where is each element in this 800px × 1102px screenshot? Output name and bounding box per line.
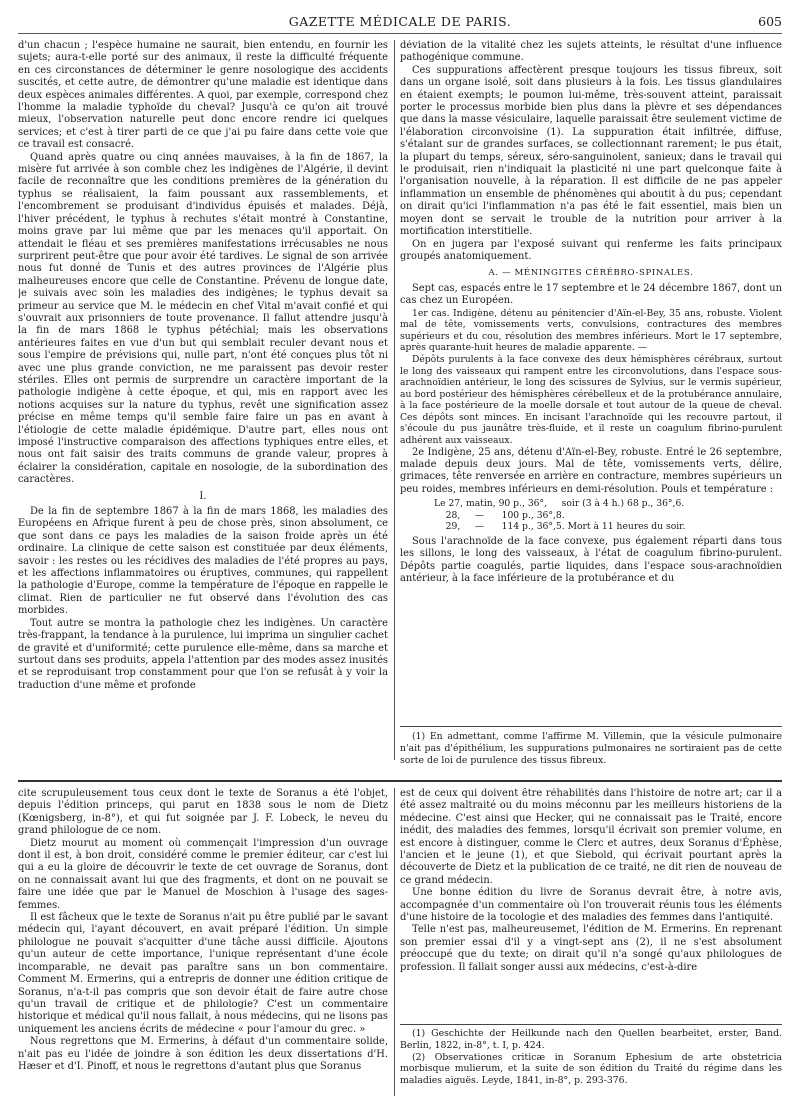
paragraph: Dietz mourut au moment où commençait l'impression d'un ouvrage dont il est, à bon droit, considéré comme le premier éditeur, car c'est lui qui a eu la gloire de découvrir le texte de cet ouvrage de Soranus, dont on ne connaissait avant lui que des fragments, et dont on ne pouvait se faire une idée que par le Manuel de Moschion à l'usage des sages-femmes. <box>18 837 388 911</box>
paragraph: cite scrupuleusement tous ceux dont le texte de Soranus a été l'objet, depuis l'édition princeps, qui parut en 1838 sous le nom de Dietz (Kœnigsberg, in-8°), et qui fut soignée par J. F. Lobeck, le neveu du grand philologue de ce nom. <box>18 788 388 837</box>
page-header <box>18 10 782 34</box>
footnote: (1) En admettant, comme l'affirme M. Villemin, que la vésicule pulmonaire n'ait pas d'épithélium, les suppurations pulmonaires ne sortiraient pas de cette sorte de loi de purulence des tissus fibreux. <box>400 731 782 766</box>
footnote: (2) Observationes criticæ in Soranum Ephesium de arte obstetricia morbisque mulierum, et la suite de son édition du Traité du régime dans les maladies aiguës. Leyde, 1841, in-8°, p. 293-376. <box>400 1051 782 1087</box>
column-divider <box>394 788 395 1096</box>
header-rule <box>18 33 782 34</box>
story-separator <box>18 780 782 782</box>
paragraph: Une bonne édition du livre de Soranus devrait être, à notre avis, accompagnée d'un commentaire où l'on trouverait réunis tous les éléments d'une histoire de la tocologie et des maladies des femmes dans l'antiquité. <box>400 887 782 924</box>
journal-title: GAZETTE MÉDICALE DE PARIS. <box>288 14 512 29</box>
lower-right-footnotes <box>400 1028 782 1096</box>
temperature-row: 29, — 114 p., 36°,5. Mort à 11 heures du soir. <box>434 521 686 533</box>
lower-left-column <box>18 788 388 1096</box>
temperature-table <box>400 498 782 533</box>
paragraph: Ces suppurations affectèrent presque toujours les tissus fibreux, soit dans un organe isolé, soit dans plusieurs à la fois. Les tissus glandulaires en étaient exempts; le poumon lui-même, très-souvent atteint, paraissait porter le processus morbide bien plus dans la plèvre et ses dépendances que dans la masse vésiculaire, laquelle paraissait être seulement victime de l'élaboration circonvoisine (1). La suppuration était infiltrée, diffuse, s'étalant sur de grandes surfaces, se collectionnant rarement; le pus était, la plupart du temps, séreux, séro-sanguinolent, sanieux; dans le travail qui le produisait, rien n'indiquait la plasticité ni une part quelconque faite à l'organisation nouvelle, à la réparation. Il est difficile de ne pas appeler inflammation un ensemble de phénomènes qui aboutit à du pus; cependant on dirait qu'ici l'inflammation n'a pas été le fait essentiel, mais bien un moyen dont se servait le trouble de la nutrition pour arriver à la mortification interstitielle. <box>400 64 782 238</box>
subsection-heading: A. — MÉNINGITES CÉRÉBRO-SPINALES. <box>488 268 694 279</box>
footnote-rule <box>400 1024 782 1025</box>
page-number: 605 <box>758 14 782 29</box>
paragraph: Tout autre se montra la pathologie chez les indigènes. Un caractère très-frappant, la tendance à la purulence, lui imprima un singulier cachet de gravité et d'uniformité; cette purulence elle-même, dans sa marche et surtout dans ses produits, appela l'attention par des modes assez inusités et se reproduisant trop constamment pour que l'on se refusât à y voir la traduction d'une même et profonde <box>18 617 388 691</box>
case-autopsy: Dépôts purulents à la face convexe des deux hémisphères cérébraux, surtout le long des vaisseaux qui rampent entre les circonvolutions, dans l'espace sous-arachnoïdien antérieur, le long des scissures de Sylvius, sur le vermis supérieur, au bord postérieur des hémisphères cérébelleux et de la protubérance annulaire, à la face postérieure de la moelle dorsale et tout autour de la queue de cheval. Ces dépôts sont minces. En incisant l'arachnoïde qui les recouvre partout, il s'écoule du pus jaunâtre très-fluide, et il reste un coagulum fibrino-purulent adhérent aux vaisseaux. <box>400 353 782 447</box>
case-autopsy: Sous l'arachnoïde de la face convexe, pus également réparti dans tous les sillons, le long des vaisseaux, à l'état de coagulum fibrino-purulent. Dépôts partie coagulés, partie liquides, dans l'espace sous-arachnoïdien antérieur, à la face inférieure de la protubérance et du <box>400 536 782 585</box>
lower-right-column <box>400 788 782 1018</box>
paragraph: Telle n'est pas, malheureusemet, l'édition de M. Ermerins. En reprenant son premier essai d'il y a vingt-sept ans (2), il ne s'est absolument préoccupé que du texte; on dirait qu'il n'a songé qu'aux philologues de profession. Il fallait songer aussi aux médecins, c'est-à-dire <box>400 924 782 973</box>
column-divider <box>394 40 395 760</box>
paragraph: Quand après quatre ou cinq années mauvaises, à la fin de 1867, la misère fut arrivée à son comble chez les indigènes de l'Algérie, il devint facile de reconnaître que les conditions premières de la génération du typhus se réalisaient, la faim poussant aux rassemblements, et l'encombrement se produisant d'individus épuisés et malades. Déjà, l'hiver précédent, le typhus à rechutes s'était montré à Constantine, moins grave par lui même que par les menaces qu'il apportait. On attendait le fléau et ses premières manifestations irrécusables ne nous surprirent peut-être que pour avoir été tardives. Le signal de son arrivée nous fut donné de Tunis et des autres provinces de l'Algérie plus malheureuses encore que celle de Constantine. Prévenu de longue date, je suivais avec soin les maladies des indigènes; le typhus devait sa primeur au service que M. le médecin en chef Vital m'avait confié et qui s'ouvrait aux prisonniers de toute provenance. Il fallut attendre jusqu'à la fin de mars 1868 le typhus pétéchial; mais les observations antérieures faites en vue d'un but qui semblait reculer devant nous et sous l'empire de prévisions qui, nulle part, n'ont été conçues plus tôt ni avec une plus grande conviction, ne me paraissent pas devoir rester stériles. Elles ont permis de surprendre un caractère important de la pathologie indigène à cette époque, et qui, mis en rapport avec les notions acquises sur la nature du typhus, revêt une signification assez précise en même temps qu'il semble faire faire un pas en avant à l'étiologie de cette maladie épidémique. D'autre part, elles nous ont imposé l'instructive comparaison des affections typhiques entre elles, et nous ont fait saisir des traits communs de grande valeur, propres à éclairer la considération, capitale en nosologie, de la subordination des caractères. <box>18 151 388 486</box>
upper-right-column <box>400 40 782 720</box>
paragraph: Sept cas, espacés entre le 17 septembre et le 24 décembre 1867, dont un cas chez un Européen. <box>400 282 782 307</box>
footnote: (1) Geschichte der Heilkunde nach den Quellen bearbeitet, erster, Band. Berlin, 1822, in-8°, t. I, p. 424. <box>400 1028 782 1051</box>
case-report: 1er cas. Indigène, détenu au pénitencier d'Aïn-el-Bey, 35 ans, robuste. Violent mal de tête, vomissements verts, convulsions, contractures des membres supérieurs et du cou, résolution des membres inférieurs. Mort le 17 septembre, après quarante-huit heures de maladie apparente. — <box>400 307 782 354</box>
paragraph: De la fin de septembre 1867 à la fin de mars 1868, les maladies des Européens en Afrique furent à peu de chose près, sinon absolument, ce que sont dans ce pays les maladies de la saison froide après un été ordinaire. La clinique de cette saison est constituée par deux éléments, savoir : les restes ou les récidives des maladies de l'été propres au pays, et les affections inflammatoires ou éruptives, communes, qui rappellent la pathologie d'Europe, comme la température de l'époque en rappelle le climat. Rien de particulier ne fut observé dans l'évolution des cas morbides. <box>18 506 388 617</box>
upper-right-footnote <box>400 731 782 771</box>
section-numeral: I. <box>199 490 207 502</box>
paragraph: On en jugera par l'exposé suivant qui renferme les faits principaux groupés anatomiquement. <box>400 238 782 262</box>
upper-left-column <box>18 40 388 755</box>
paragraph: Il est fâcheux que le texte de Soranus n'ait pu être publié par le savant médecin qui, l'ayant découvert, en avait préparé l'édition. Un simple philologue ne pouvait s'acquitter d'une tâche aussi difficile. Ajoutons qu'un auteur de cette importance, l'unique représentant d'une école incomparable, ne devait pas paraître sans un bon commentaire. Comment M. Ermerins, qui a entrepris de donner une édition critique de Soranus, n'a-t-il pas compris que son devoir était de faire autre chose qu'un travail de critique et de philologie? C'est un commentaire historique et médical qu'il nous fallait, à nous médecins, qui ne lisons pas uniquement les anciens écrits de médecine « pour l'amour du grec. » <box>18 912 388 1035</box>
paragraph: Nous regrettons que M. Ermerins, à défaut d'un commentaire solide, n'ait pas eu l'idée de joindre à son édition les deux dissertations d'H. Hæser et d'I. Pinoff, et nous le regrettons d'autant plus que Soranus <box>18 1036 388 1072</box>
paragraph: déviation de la vitalité chez les sujets atteints, le résultat d'une influence pathogénique commune. <box>400 40 782 64</box>
paragraph: d'un chacun ; l'espèce humaine ne saurait, bien entendu, en fournir les sujets; aura-t-elle porté sur des animaux, il reste la difficulté fréquente en ces circonstances de déterminer le genre nosologique des accidents suscités, et cette autre, de démontrer qu'une maladie est identique dans deux espèces animales différentes. A quoi, par exemple, correspond chez l'homme la maladie typhoïde du cheval? Jusqu'à ce qu'on ait trouvé mieux, l'observation naturelle peut donc encore rendre ici quelques services; et c'est à tirer parti de ce que j'ai pu faire dans cette voie que ce travail est consacré. <box>18 40 388 151</box>
temperature-row: 28, — 100 p., 36°,8. <box>434 509 565 521</box>
case-report: 2e Indigène, 25 ans, détenu d'Aïn-el-Bey, robuste. Entré le 26 septembre, malade depuis deux jours. Mal de tête, vomissements verts, délire, grimaces, tête renversée en arrière en contracture, membres supérieurs un peu roides, membres inférieurs en demi-résolution. Pouls et température : <box>400 446 782 495</box>
paragraph: est de ceux qui doivent être réhabilités dans l'histoire de notre art; car il a été assez maltraité ou du moins méconnu par les meilleurs historiens de la médecine. C'est ainsi que Hecker, qui ne connaissait pas le Traité, encore inédit, des maladies des femmes, lorsqu'il écrivait son premier volume, en est encore à distinguer, comme le Clerc et autres, deux Soranus d'Éphèse, l'ancien et le jeune (1), et que Siebold, qui écrivait pourtant après la découverte de Dietz et la publication de ce traité, ne dit rien de nouveau de ce grand médecin. <box>400 788 782 886</box>
temperature-row: Le 27, matin, 90 p., 36°, soir (3 à 4 h.) 68 p., 36°,6. <box>434 498 685 510</box>
footnote-rule <box>400 726 782 727</box>
